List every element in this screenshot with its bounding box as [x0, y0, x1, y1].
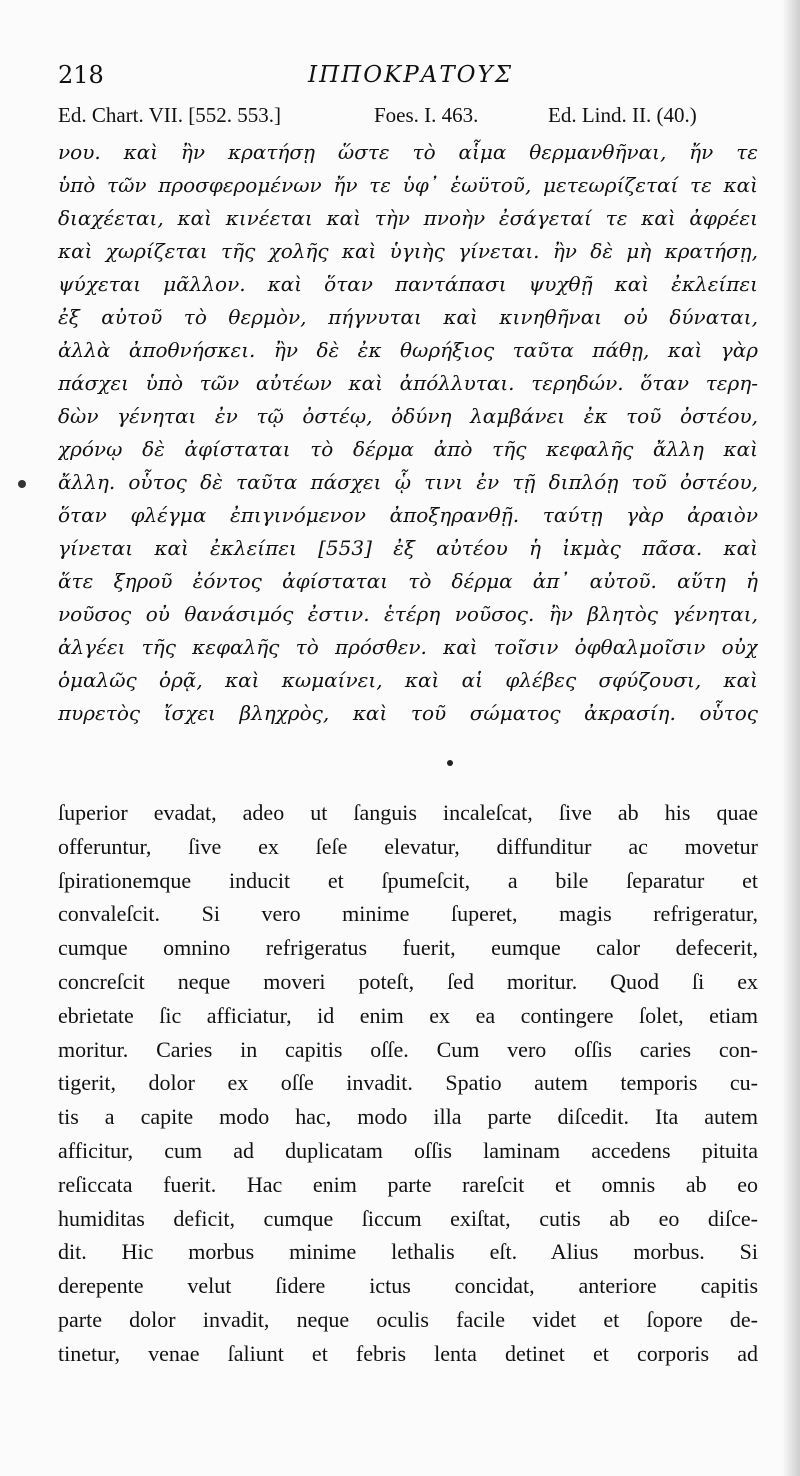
- edition-ref-foes: Foes. I. 463.: [374, 103, 479, 127]
- latin-line: offeruntur, ſive ex ſeſe elevatur, diffunditur ac movetur: [58, 833, 758, 859]
- latin-line: ſpirationemque inducit et ſpumeſcit, a bile ſeparatur et: [58, 867, 758, 893]
- greek-line: καὶ χωρίζεται τῆς χολῆς καὶ ὑγιὴς γίνεται. ἢν δὲ μὴ κρατήσῃ,: [58, 239, 758, 263]
- latin-line: convaleſcit. Si vero minime ſuperet, magis refrigeratur,: [58, 901, 758, 927]
- latin-line: ebrietate ſic afficiatur, id enim ex ea contingere ſolet, etiam: [58, 1002, 758, 1028]
- greek-line: γίνεται καὶ ἐκλείπει [553] ἐξ αὐτέου ἡ ἰκμὰς πᾶσα. καὶ: [58, 536, 758, 560]
- print-dot: [447, 760, 453, 766]
- greek-line: νοῦσος οὐ θανάσιμός ἐστιν. ἑτέρη νοῦσος. ἢν βλητὸς γένηται,: [58, 602, 758, 626]
- latin-line: parte dolor invadit, neque oculis facile videt et ſopore de-: [58, 1306, 758, 1332]
- page-edge-shadow: [782, 0, 800, 1476]
- marginal-mark: [18, 480, 26, 488]
- latin-line: tigerit, dolor ex oſſe invadit. Spatio autem temporis cu-: [58, 1070, 758, 1096]
- greek-line: ὁμαλῶς ὁρᾷ, καὶ κωμαίνει, καὶ αἱ φλέβες σφύζουσι, καὶ: [58, 668, 758, 692]
- latin-line: derepente velut ſidere ictus concidat, anteriore capitis: [58, 1273, 758, 1299]
- running-title: ΙΠΠΟΚΡΑΤΟΥΣ: [308, 62, 513, 88]
- greek-line: ἅτε ξηροῦ ἐόντος ἀφίσταται τὸ δέρμα ἀπ᾽ αὐτοῦ. αὕτη ἡ: [58, 569, 758, 593]
- latin-line: tinetur, venae ſaliunt et febris lenta detinet et corporis ad: [58, 1340, 758, 1366]
- greek-line: ἐξ αὐτοῦ τὸ θερμὸν, πήγνυται καὶ κινηθῆναι οὐ δύναται,: [58, 305, 758, 329]
- latin-line: humiditas deficit, cumque ſiccum exiſtat, cutis ab eo diſce-: [58, 1205, 758, 1231]
- greek-line: ἀλγέει τῆς κεφαλῆς τὸ πρόσθεν. καὶ τοῖσιν ὀφθαλμοῖσιν οὐχ: [58, 635, 758, 659]
- greek-line: ἀλλὰ ἀποθνήσκει. ἢν δὲ ἐκ θωρήξιος ταῦτα πάθῃ, καὶ γὰρ: [58, 338, 758, 362]
- edition-ref-lind: Ed. Lind. II. (40.): [548, 103, 697, 127]
- page-header: [58, 55, 758, 95]
- latin-line: afficitur, cum ad duplicatam oſſis laminam accedens pituita: [58, 1137, 758, 1163]
- greek-line: ἄλλη. οὗτος δὲ ταῦτα πάσχει ᾧ τινι ἐν τῇ διπλόῃ τοῦ ὀστέου,: [58, 470, 758, 494]
- greek-line: διαχέεται, καὶ κινέεται καὶ τὴν πνοὴν ἐσάγεταί τε καὶ ἀφρέει: [58, 206, 758, 230]
- latin-line: cumque omnino refrigeratus fuerit, eumque calor defecerit,: [58, 935, 758, 961]
- greek-line: ψύχεται μᾶλλον. καὶ ὅταν παντάπασι ψυχθῇ καὶ ἐκλείπει: [58, 272, 758, 296]
- greek-text-block: [58, 136, 758, 730]
- greek-line: ὅταν φλέγμα ἐπιγινόμενον ἀποξηρανθῇ. ταύτῃ γὰρ ἀραιὸν: [58, 503, 758, 527]
- greek-line: πυρετὸς ἴσχει βληχρὸς, καὶ τοῦ σώματος ἀκρασίη. οὗτος: [58, 701, 758, 725]
- latin-line: tis a capite modo hac, modo illa parte diſcedit. Ita autem: [58, 1104, 758, 1130]
- greek-line: χρόνῳ δὲ ἀφίσταται τὸ δέρμα ἀπὸ τῆς κεφαλῆς ἄλλη καὶ: [58, 437, 758, 461]
- latin-line: dit. Hic morbus minime lethalis eſt. Alius morbus. Si: [58, 1239, 758, 1265]
- greek-line: ὑπὸ τῶν προσφερομένων ἤν τε ὑφ᾽ ἑωϋτοῦ, μετεωρίζεταί τε καὶ: [58, 173, 758, 197]
- latin-line: ſuperior evadat, adeo ut ſanguis incaleſcat, ſive ab his quae: [58, 800, 758, 825]
- latin-text-block: [58, 796, 758, 1371]
- edition-references: [58, 96, 768, 134]
- latin-line: reſiccata fuerit. Hac enim parte rareſcit et omnis ab eo: [58, 1171, 758, 1197]
- greek-line: πάσχει ὑπὸ τῶν αὐτέων καὶ ἀπόλλυται. τερηδών. ὅταν τερη-: [58, 371, 758, 395]
- greek-line: δὼν γένηται ἐν τῷ ὀστέῳ, ὀδύνη λαμβάνει ἐκ τοῦ ὀστέου,: [58, 404, 758, 428]
- page-number: 218: [58, 61, 104, 89]
- latin-line: concreſcit neque moveri poteſt, ſed moritur. Quod ſi ex: [58, 968, 758, 994]
- latin-line: moritur. Caries in capitis oſſe. Cum vero oſſis caries con-: [58, 1036, 758, 1062]
- edition-ref-chart: Ed. Chart. VII. [552. 553.]: [58, 103, 281, 127]
- greek-line: νου. καὶ ἢν κρατήσῃ ὥστε τὸ αἷμα θερμανθῆναι, ἤν τε: [58, 140, 758, 164]
